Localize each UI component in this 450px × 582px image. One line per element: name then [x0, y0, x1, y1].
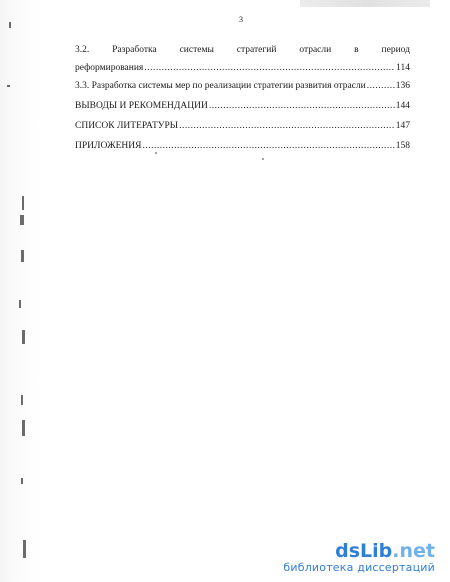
- toc-entry-text: СПИСОК ЛИТЕРАТУРЫ: [75, 121, 179, 131]
- toc-word: системы: [179, 45, 214, 55]
- toc-word: Разработка: [112, 45, 157, 55]
- toc-word: в: [354, 45, 359, 55]
- toc-leader-dots: [209, 100, 395, 112]
- toc-entry-3-2-line1: [75, 44, 410, 56]
- toc-leader-dots: [142, 140, 394, 152]
- page-number: 3: [239, 15, 243, 24]
- scan-artifact: [7, 85, 10, 87]
- toc-word: стратегий: [236, 45, 277, 55]
- toc-entry-page: 158: [395, 141, 410, 151]
- toc-leader-dots: [144, 62, 395, 74]
- logo-part-net: .net: [392, 540, 435, 562]
- toc-leader-dots: [179, 120, 395, 132]
- dslib-logo: [283, 541, 435, 561]
- scan-speck: [155, 152, 157, 154]
- scan-artifact: [19, 300, 21, 308]
- scan-artifact: [21, 395, 23, 405]
- toc-entry-page: 144: [395, 101, 410, 111]
- scan-speck: [262, 158, 264, 160]
- scan-artifact: [23, 540, 26, 558]
- toc-entry-3-3: [75, 80, 410, 92]
- toc-entry-3-2-line2: [75, 62, 410, 74]
- toc-entry-page: 136: [395, 81, 410, 91]
- logo-part-dslib: dsLib: [335, 540, 393, 562]
- toc-entry-text: реформирования: [75, 63, 144, 73]
- toc-entry-conclusions: [75, 100, 410, 112]
- toc-entry-appendices: [75, 140, 410, 152]
- toc-entry-page: 114: [396, 63, 410, 73]
- scan-artifact: [20, 215, 24, 225]
- scan-artifact: [21, 250, 24, 262]
- toc-entry-text: ВЫВОДЫ И РЕКОМЕНДАЦИИ: [75, 101, 208, 111]
- toc-word: период: [381, 45, 410, 55]
- scan-artifact: [22, 196, 24, 210]
- scan-artifact: [21, 478, 23, 484]
- scan-artifact: [22, 330, 25, 344]
- scan-shadow-edge: [0, 0, 42, 582]
- toc-leader-dots: [367, 80, 395, 92]
- toc-entry-references: [75, 120, 410, 132]
- toc-entry-text: 3.3. Разработка системы мер по реализации стратегии развития отрасли: [75, 81, 366, 91]
- watermark-subtitle: библиотека диссертаций: [283, 561, 435, 574]
- toc-entry-text: ПРИЛОЖЕНИЯ: [75, 141, 142, 151]
- toc-word: отрасли: [299, 45, 332, 55]
- toc-word: 3.2.: [75, 45, 90, 55]
- scan-smudge: [300, 0, 430, 7]
- scan-artifact: [9, 22, 11, 28]
- scan-artifact: [22, 420, 25, 436]
- dslib-watermark: [283, 541, 435, 574]
- table-of-contents: [75, 44, 410, 152]
- toc-entry-page: 147: [395, 121, 410, 131]
